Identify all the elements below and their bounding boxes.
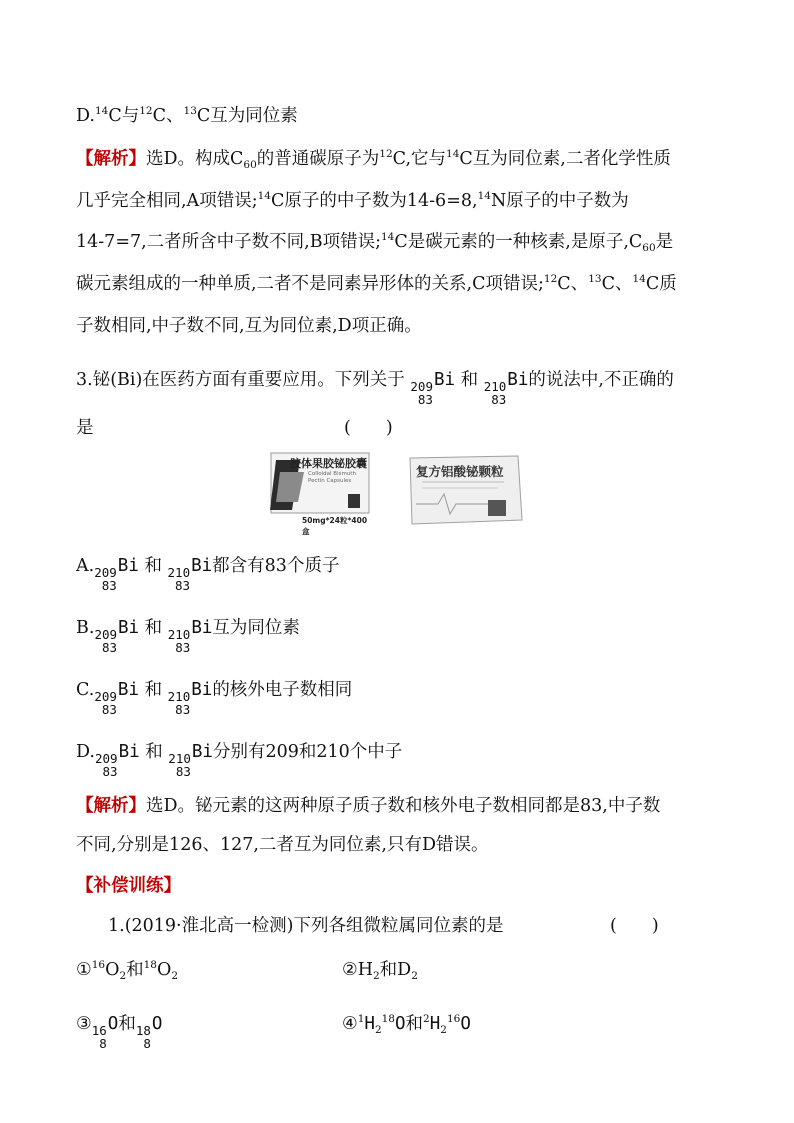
option-a: A. 209 83 Bi 和 210 83 Bi都含有83个质子 — [76, 556, 340, 593]
answer-blank: ( ) — [344, 418, 393, 438]
drug-title-2: 复方铝酸铋颗粒 — [416, 464, 504, 479]
nuclide-bi-209: 209 83 Bi — [410, 370, 456, 407]
analysis-tag: 【解析】 — [76, 149, 146, 169]
analysis2-line-1: 【解析】选D。铋元素的这两种原子质子数和核外电子数相同都是83,中子数 — [76, 796, 661, 816]
drug-title-1: 胶体果胶铋胶囊 — [290, 457, 367, 470]
drug-box-capsules — [270, 452, 370, 536]
drug-subtitle-1b: Pectin Capsules — [308, 478, 352, 484]
comp-question-1: 1.(2019·淮北高一检测)下列各组微粒属同位素的是 — [108, 916, 504, 936]
comp-option-4: $④^1H_2^{18}O$和$^2H_2^{16}O$ — [342, 1013, 471, 1036]
analysis-line-2: 几乎完全相同,A项错误;$^{14}$C原子的中子数为14-6=8,14N原子的中子数为 — [76, 190, 629, 211]
analysis-line-5: 子数相同,中子数不同,互为同位素,D项正确。 — [76, 316, 422, 336]
analysis-line-3: 14-7=7,二者所含中子数不同,B项错误;$^{14}$C是碳元素的一种核素,是原子$,C_{60}$是 — [76, 231, 674, 254]
nuclide-bi-210: 210 83 Bi — [483, 370, 529, 407]
drug-images — [270, 452, 530, 536]
drug-caption-1: 50mg*24粒*400盒 — [302, 516, 368, 536]
question-3-stem: 3.铋(Bi)在医药方面有重要应用。下列关于 209 83 Bi 和 210 83 Bi的说法中,不正确的 — [76, 370, 674, 407]
option-c: C. 209 83 Bi 和 210 83 Bi的核外电子数相同 — [76, 680, 353, 717]
option-d-prev: D.$^{14}$C与$^{12}$C、$^{13}$C互为同位素 — [76, 105, 298, 126]
option-d: D. 209 83 Bi 和 210 83 Bi分别有209和210个中子 — [76, 742, 403, 779]
analysis-line-4: 碳元素组成的一种单质,二者不是同素异形体的关系,C项错误;$^{12}$C、$^{13}$C、$^{14}$C质 — [76, 273, 677, 294]
analysis-tag-2: 【解析】 — [76, 796, 146, 816]
comp-answer-blank: ( ) — [610, 916, 659, 936]
comp-option-3: ③ 16 8 O和 18 8 O — [76, 1014, 163, 1051]
comp-option-1: $①^{16}O_2$和$^{18}O_2$ — [76, 959, 179, 982]
question-3-stem-cont: 是 — [76, 418, 94, 438]
drug-subtitle-1a: Colloidal Bismuth — [308, 471, 356, 477]
analysis-line-1: 【解析】选D。构成$C_{60}$的普通碳原子为$^{12}$C,它与$^{14}$C互为同位素,二者化学性质 — [76, 148, 671, 171]
comp-option-2: $②H_2$和$D_2$ — [342, 960, 418, 982]
option-b: B. 209 83 Bi 和 210 83 Bi互为同位素 — [76, 618, 300, 655]
drug-box-granules — [408, 454, 524, 526]
analysis2-line-2: 不同,分别是126、127,二者互为同位素,只有D错误。 — [76, 835, 489, 855]
section-title: 【补偿训练】 — [76, 876, 181, 896]
